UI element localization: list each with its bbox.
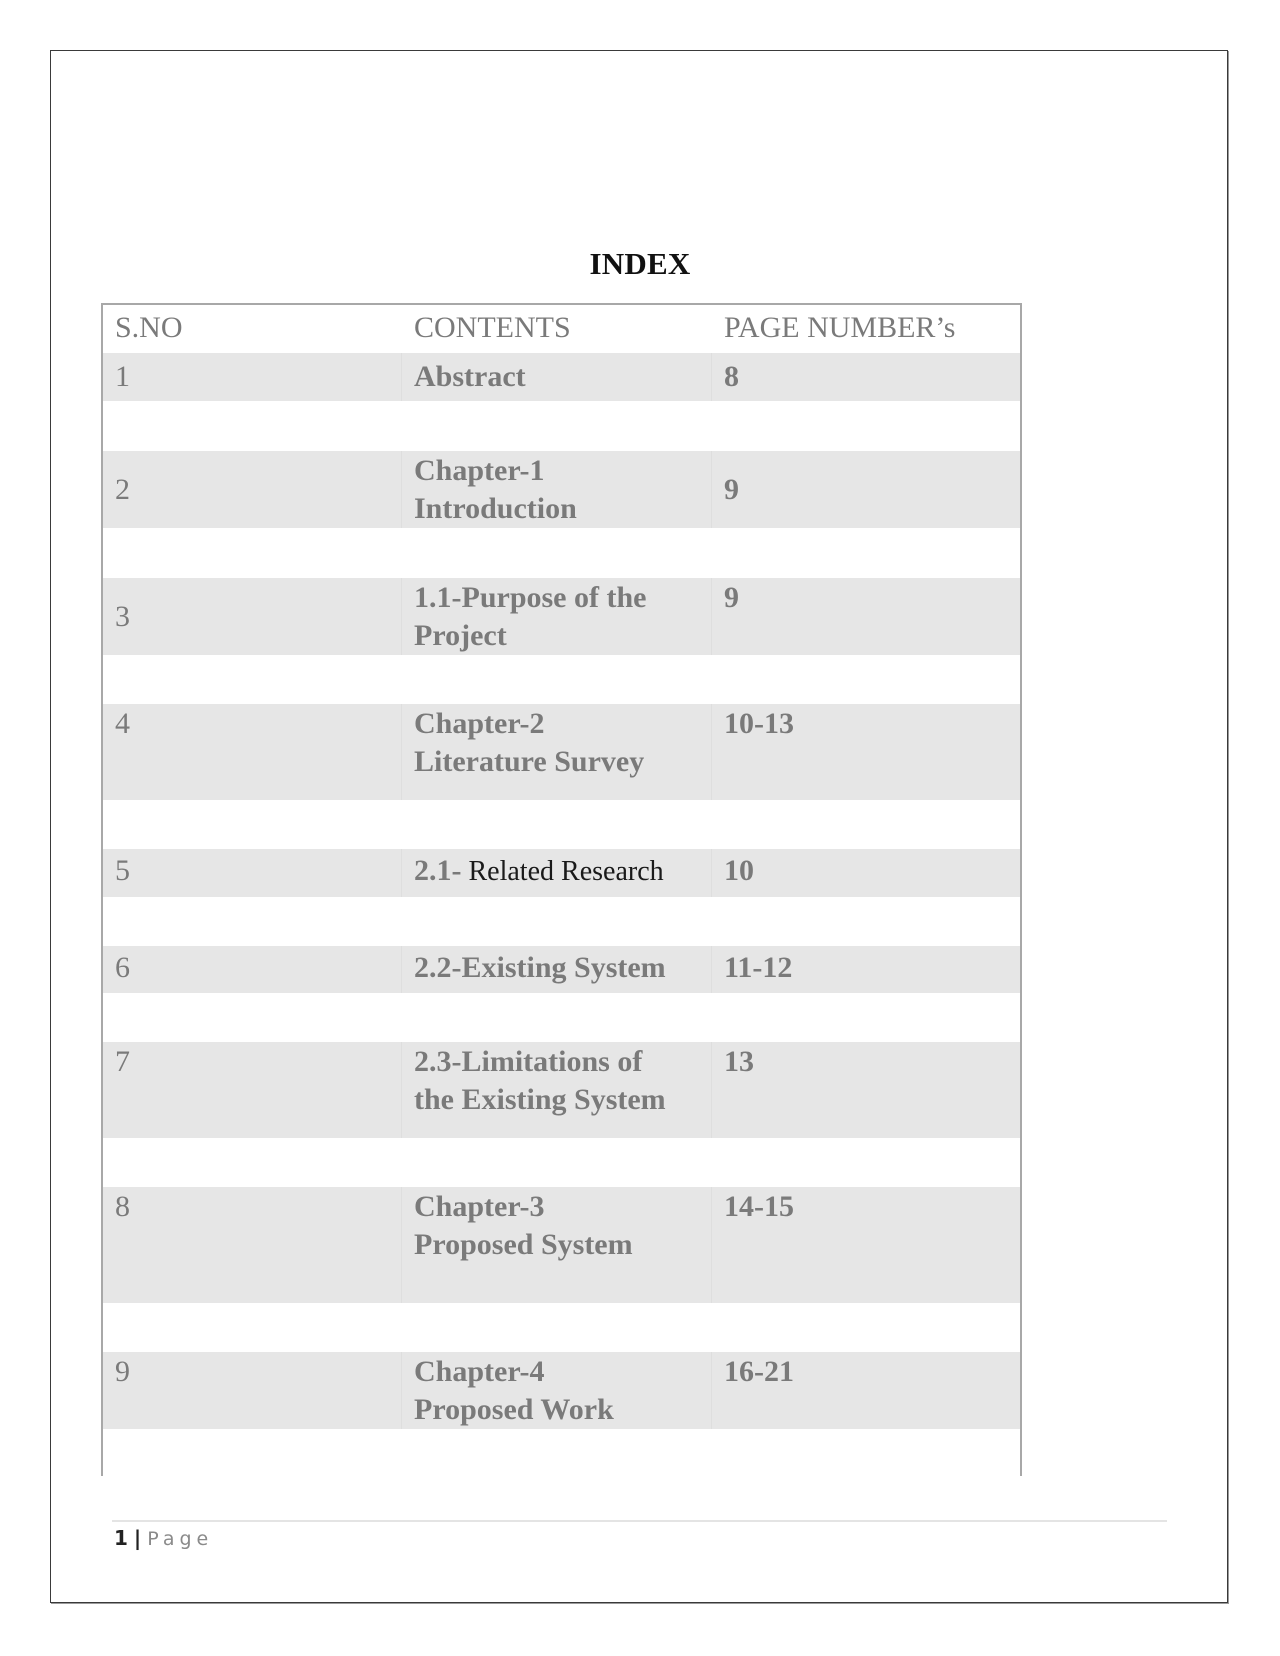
table-row — [103, 849, 1020, 897]
page-title: INDEX — [589, 246, 691, 281]
row-contents-line-1: Chapter-3 — [414, 1190, 545, 1223]
row-pages: 9 — [724, 581, 739, 614]
row-contents: 2.2-Existing System — [414, 951, 666, 984]
row-sno: 4 — [115, 707, 130, 740]
row-contents-line-1: Chapter-4 — [414, 1355, 545, 1388]
header-sno: S.NO — [115, 311, 183, 344]
row-contents-line-1: 2.3-Limitations of — [414, 1045, 643, 1078]
footer-page-number: 1 — [114, 1526, 128, 1550]
row-pages: 16-21 — [724, 1355, 794, 1388]
row-pages: 14-15 — [724, 1190, 794, 1223]
table-row — [103, 1042, 1020, 1138]
row-contents-line-2: Introduction — [414, 492, 577, 525]
table-row — [103, 451, 1020, 528]
row-pages: 11-12 — [724, 951, 793, 984]
table-row — [103, 353, 1020, 401]
row-contents — [414, 852, 664, 891]
table-row — [103, 946, 1020, 993]
row-contents-line-2: Project — [414, 619, 507, 652]
header-page-numbers: PAGE NUMBER’s — [724, 311, 956, 344]
table-row — [103, 1352, 1020, 1429]
row-sno: 7 — [115, 1045, 130, 1078]
footer-divider — [112, 1520, 1167, 1522]
row-sno: 1 — [115, 360, 130, 393]
index-table — [101, 303, 1022, 1476]
row-contents-line-1: Chapter-2 — [414, 707, 545, 740]
table-row — [103, 704, 1020, 800]
row-sno: 9 — [115, 1355, 130, 1388]
row-contents-prefix: 2.1- — [414, 854, 462, 887]
row-contents-line-2: the Existing System — [414, 1083, 666, 1116]
row-sno: 3 — [115, 600, 130, 633]
row-pages: 9 — [724, 473, 739, 506]
row-contents: Abstract — [414, 360, 526, 393]
row-contents-line-2: Literature Survey — [414, 745, 645, 778]
row-pages: 10-13 — [724, 707, 794, 740]
row-contents-line-1: 1.1-Purpose of the — [414, 581, 647, 614]
row-pages: 8 — [724, 360, 739, 393]
row-pages: 10 — [724, 854, 754, 887]
table-header-row — [103, 305, 1020, 352]
row-pages: 13 — [724, 1045, 754, 1078]
row-contents-line-2: Proposed Work — [414, 1393, 614, 1426]
header-contents: CONTENTS — [414, 311, 571, 344]
row-sno: 2 — [115, 473, 130, 506]
row-sno: 8 — [115, 1190, 130, 1223]
row-sno: 5 — [115, 854, 130, 887]
row-contents-rest: Related Research — [461, 856, 664, 887]
page-footer — [114, 1526, 213, 1550]
row-contents-line-2: Proposed System — [414, 1228, 633, 1261]
footer-page-label: Page — [147, 1528, 214, 1550]
row-sno: 6 — [115, 951, 130, 984]
footer-separator: | — [133, 1526, 142, 1550]
row-contents-line-1: Chapter-1 — [414, 454, 545, 487]
table-row — [103, 1187, 1020, 1303]
table-row — [103, 578, 1020, 655]
